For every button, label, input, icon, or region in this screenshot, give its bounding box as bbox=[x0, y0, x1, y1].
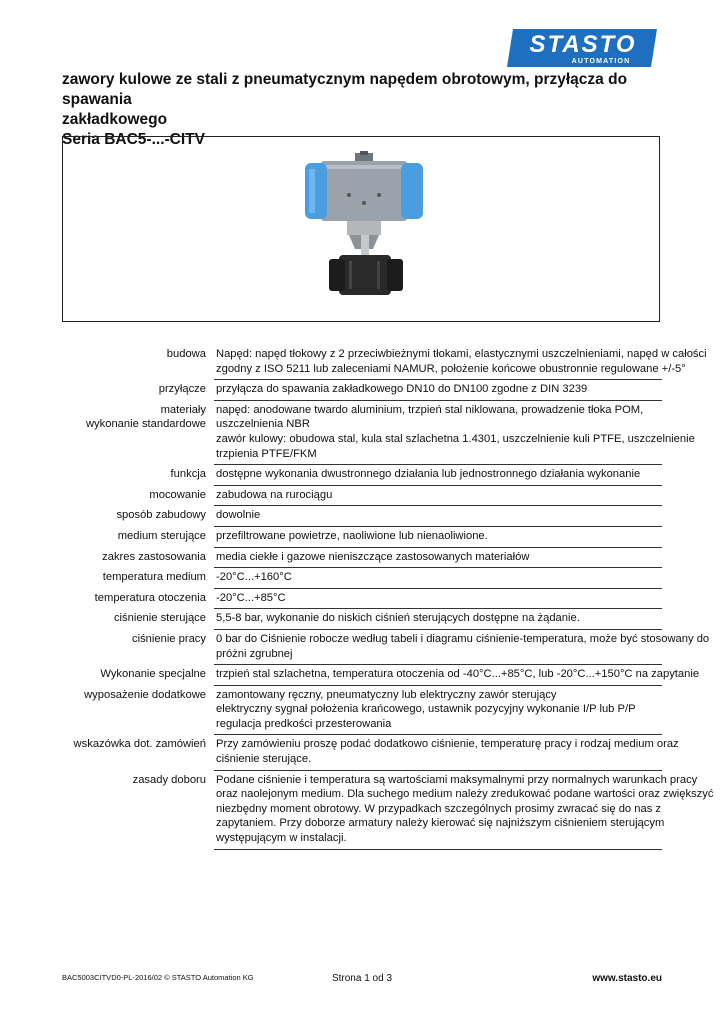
spec-label-line: medium sterujące bbox=[117, 529, 206, 542]
spec-row bbox=[62, 506, 662, 527]
spec-label bbox=[62, 465, 206, 486]
spec-label bbox=[62, 506, 206, 527]
spec-value-line: zamontowany ręczny, pneumatyczny lub elektryczny zawór sterujący bbox=[216, 688, 557, 701]
spec-row bbox=[62, 486, 662, 507]
spec-value bbox=[214, 380, 662, 401]
spec-row bbox=[62, 380, 662, 401]
spec-value-line: przefiltrowane powietrze, naoliwione lub nienaoliwione. bbox=[216, 529, 488, 542]
footer-document-code: BAC5003CITVD0-PL-2016/02 © STASTO Automation KG bbox=[62, 973, 254, 982]
spec-label-line: materiały bbox=[160, 403, 206, 416]
spec-label bbox=[62, 345, 206, 380]
spec-value-line: niezbędny moment obrotowy. W przypadkach szczególnych prosimy zwracać się do nas z bbox=[216, 802, 661, 815]
spec-label bbox=[62, 735, 206, 770]
spec-label-line: przyłącze bbox=[158, 383, 206, 396]
spec-value-line: elektryczny sygnał położenia krańcowego, ustawnik pozycyjny wykonanie I/P lub P/P bbox=[216, 703, 636, 716]
spec-value bbox=[214, 771, 714, 850]
spec-value bbox=[214, 589, 662, 610]
spec-label-line: ciśnienie pracy bbox=[132, 632, 206, 645]
spec-label-line: budowa bbox=[166, 348, 206, 360]
spec-row bbox=[62, 630, 710, 665]
title-line-3: Seria BAC5-...-CITV bbox=[62, 131, 205, 148]
spec-value-line: 5,5-8 bar, wykonanie do niskich ciśnień sterujących dostępne na żądanie. bbox=[216, 612, 580, 625]
title-line-2: zakładkowego bbox=[62, 111, 168, 128]
spec-row bbox=[62, 665, 700, 686]
spec-label-line: temperatura medium bbox=[102, 571, 206, 584]
spec-label-line: zakres zastosowania bbox=[102, 550, 206, 563]
spec-value-line: próżni zgrubnej bbox=[216, 647, 293, 660]
spec-label-line: wskazówka dot. zamówień bbox=[73, 738, 206, 751]
spec-value bbox=[214, 506, 662, 527]
footer-page-number: Strona 1 od 3 bbox=[331, 973, 393, 984]
spec-label bbox=[62, 486, 206, 507]
spec-label bbox=[62, 771, 206, 850]
spec-value-line: regulacja predkości przesterowania bbox=[216, 717, 392, 730]
spec-label-line: ciśnienie sterujące bbox=[113, 612, 206, 625]
spec-value-line: dostępne wykonania dwustronnego działania lub jednostronnego działania wykonanie bbox=[216, 468, 641, 481]
spec-value-line: -20°C...+160°C bbox=[216, 571, 292, 584]
spec-label bbox=[62, 548, 206, 569]
spec-row bbox=[62, 589, 662, 610]
spec-label bbox=[62, 665, 206, 686]
spec-label-line: mocowanie bbox=[149, 488, 206, 501]
spec-row bbox=[62, 568, 662, 589]
spec-value bbox=[214, 686, 662, 736]
spec-value-line: Podane ciśnienie i temperatura są wartościami maksymalnymi przy normalnych warunkach pracy bbox=[216, 773, 698, 786]
spec-row bbox=[62, 735, 679, 770]
spec-value bbox=[214, 486, 662, 507]
spec-value-line: ciśnienie sterujące. bbox=[216, 753, 312, 766]
spec-value-line: Napęd: napęd tłokowy z 2 przeciwbieżnymi tłokami, elastycznymi uszczelnieniami, napęd w całości bbox=[216, 348, 707, 360]
spec-label-line: wyposażenie dodatkowe bbox=[84, 688, 206, 701]
specification-table bbox=[62, 345, 714, 850]
title-line-1: zawory kulowe ze stali z pneumatycznym napędem obrotowym, przyłącza do spawania bbox=[62, 71, 628, 108]
spec-label bbox=[62, 589, 206, 610]
spec-label-line: wykonanie standardowe bbox=[85, 418, 206, 431]
spec-label-line: funkcja bbox=[170, 468, 206, 481]
spec-value-line: -20°C...+85°C bbox=[216, 591, 286, 604]
spec-value-line: zapytaniem. Przy doborze armatury należy kierować się najniższym ciśnieniem sterującym bbox=[216, 817, 665, 830]
spec-row bbox=[62, 686, 662, 736]
product-image-frame bbox=[62, 136, 660, 322]
spec-label-line: temperatura otoczenia bbox=[94, 591, 206, 604]
spec-value-line: uszczelnienia NBR bbox=[216, 418, 310, 431]
spec-value-line: oraz naolejonym medium. Dla suchego medium należy zredukować podane wartości oraz zwiększyć bbox=[216, 788, 714, 801]
stasto-logo bbox=[505, 27, 663, 67]
spec-value-line: trzpień stal szlachetna, temperatura otoczenia od -40°C...+85°C, lub -20°C...+150°C na zapytanie bbox=[216, 668, 700, 681]
spec-label-line: sposób zabudowy bbox=[116, 509, 206, 522]
spec-value-line: zgodny z ISO 5211 lub zaleceniami NAMUR, położenie końcowe obustronnie regulowane +/-5° bbox=[216, 362, 686, 375]
spec-value-line: zabudowa na rurociągu bbox=[216, 488, 333, 501]
spec-value-line: 0 bar do Ciśnienie robocze według tabeli i diagramu ciśnienie-temperatura, może być stosowany do bbox=[216, 632, 710, 645]
spec-row bbox=[62, 548, 662, 569]
spec-value bbox=[214, 527, 662, 548]
spec-label bbox=[62, 609, 206, 630]
spec-label bbox=[62, 630, 206, 665]
spec-label bbox=[62, 401, 206, 465]
ball-valve-actuator-image bbox=[303, 151, 423, 301]
spec-value-line: przyłącza do spawania zakładkowego DN10 do DN100 zgodne z DIN 3239 bbox=[216, 383, 588, 396]
spec-label bbox=[62, 527, 206, 548]
logo-sub-text: AUTOMATION bbox=[571, 58, 631, 65]
spec-value-line: napęd: anodowane twardo aluminium, trzpień stal niklowana, prowadzenie tłoka POM, bbox=[216, 403, 644, 416]
spec-row bbox=[62, 771, 714, 850]
spec-row bbox=[62, 465, 662, 486]
spec-label bbox=[62, 380, 206, 401]
spec-value bbox=[214, 345, 707, 380]
spec-value bbox=[214, 630, 710, 665]
spec-value-line: media ciekłe i gazowe nieniszczące zastosowanych materiałów bbox=[216, 550, 530, 563]
spec-value bbox=[214, 665, 700, 686]
footer-website-link[interactable]: www.stasto.eu bbox=[592, 973, 662, 984]
spec-label bbox=[62, 686, 206, 736]
spec-value-line: zawór kulowy: obudowa stal, kula stal szlachetna 1.4301, uszczelnienie kuli PTFE, uszczelnienie bbox=[216, 432, 695, 445]
spec-value-line: Przy zamówieniu proszę podać dodatkowo ciśnienie, temperaturę pracy i rodzaj medium oraz bbox=[216, 738, 679, 751]
spec-value-line: występującym w instalacji. bbox=[216, 832, 347, 845]
spec-row bbox=[62, 527, 662, 548]
spec-row bbox=[62, 345, 707, 380]
spec-value bbox=[214, 568, 662, 589]
spec-label-line: Wykonanie specjalne bbox=[100, 668, 206, 681]
spec-label bbox=[62, 568, 206, 589]
spec-value bbox=[214, 735, 679, 770]
spec-value-line: trzpienia PTFE/FKM bbox=[216, 447, 317, 460]
spec-value bbox=[214, 465, 662, 486]
spec-row bbox=[62, 401, 695, 465]
logo-brand-text: STASTO bbox=[529, 31, 637, 58]
spec-value-line: dowolnie bbox=[216, 509, 261, 522]
spec-value bbox=[214, 401, 695, 465]
spec-label-line: zasady doboru bbox=[132, 773, 206, 786]
spec-row bbox=[62, 609, 662, 630]
spec-value bbox=[214, 548, 662, 569]
spec-value bbox=[214, 609, 662, 630]
